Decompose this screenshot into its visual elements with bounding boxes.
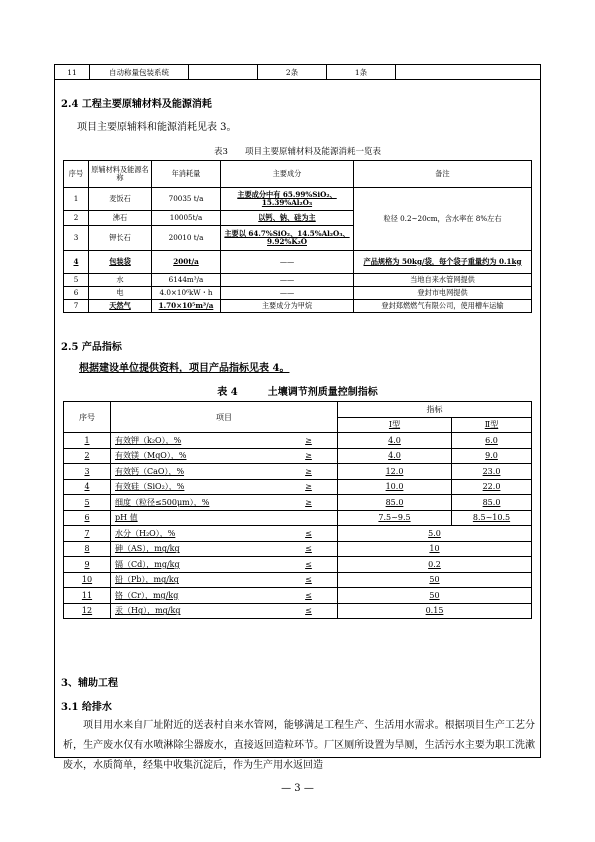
cell-value: 10 bbox=[338, 541, 532, 557]
cell-type1: 10.0 bbox=[338, 479, 452, 495]
cell-operator: ≤ bbox=[280, 572, 338, 588]
cell-qty: 10005t/a bbox=[152, 211, 221, 226]
table-row bbox=[64, 448, 532, 464]
cell-note: 登封郑燃燃气有限公司，使用槽车运输 bbox=[354, 300, 532, 313]
cell-value: 50 bbox=[338, 572, 532, 588]
cell-name: 水 bbox=[89, 274, 152, 287]
cell-operator: ≤ bbox=[280, 557, 338, 573]
cell-comp: 主要以 64.7%SiO₂、14.5%Al₂O₃、9.92%K₂O bbox=[221, 226, 354, 251]
cell-no: 12 bbox=[64, 603, 111, 619]
cell-comp: 主要成分为甲烷 bbox=[221, 300, 354, 313]
cell-qty: 20010 t/a bbox=[152, 226, 221, 251]
cell-operator bbox=[280, 510, 338, 526]
cell-note: 产品规格为 50kg/袋，每个袋子重量约为 0.1kg bbox=[354, 251, 532, 274]
cell-operator: ≤ bbox=[280, 526, 338, 542]
table-row bbox=[64, 300, 532, 313]
cell-qty: 70035 t/a bbox=[152, 188, 221, 211]
equipment-table-tail bbox=[55, 65, 540, 80]
cell-item: 铅（Pb），mg/kg bbox=[111, 572, 281, 588]
cell-operator: ≤ bbox=[280, 541, 338, 557]
table-row bbox=[64, 287, 532, 300]
cell-operator: ≤ bbox=[280, 603, 338, 619]
cell-c: 1条 bbox=[327, 65, 396, 80]
section-heading-3: 3、辅助工程 bbox=[61, 678, 118, 689]
cell-no: 2 bbox=[64, 448, 111, 464]
col-no: 序号 bbox=[64, 402, 111, 433]
col-type1: Ⅰ型 bbox=[338, 417, 452, 433]
table-row bbox=[64, 495, 532, 511]
table-header-row bbox=[64, 161, 532, 188]
cell-no: 7 bbox=[64, 300, 89, 313]
cell-item: 有效钾（k₂O），% bbox=[111, 433, 281, 449]
cell-qty: 1.70×10⁵m³/a bbox=[152, 300, 221, 313]
cell-no: 2 bbox=[64, 211, 89, 226]
cell-name: 麦饭石 bbox=[89, 188, 152, 211]
table4-body bbox=[64, 433, 532, 619]
table-row bbox=[64, 433, 532, 449]
col-no: 序号 bbox=[64, 161, 89, 188]
table-row bbox=[64, 479, 532, 495]
cell-name: 电 bbox=[89, 287, 152, 300]
cell-type2: 9.0 bbox=[452, 448, 532, 464]
cell-item: 有效硅（SiO₂），% bbox=[111, 479, 281, 495]
cell-type2: 22.0 bbox=[452, 479, 532, 495]
cell-item: 水分（H₂O），% bbox=[111, 526, 281, 542]
col-qty: 年消耗量 bbox=[152, 161, 221, 188]
cell-name: 沸石 bbox=[89, 211, 152, 226]
table-row bbox=[64, 603, 532, 619]
cell-comp: 主要成分中有 65.99%SiO₂、15.39%Al₂O₃ bbox=[221, 188, 354, 211]
cell-item: 有效镁（MgO），% bbox=[111, 448, 281, 464]
table4-caption: 表 4 土壤调节剂质量控制指标 bbox=[217, 387, 378, 398]
table-row bbox=[64, 526, 532, 542]
section-text-2-5: 根据建设单位提供资料，项目产品指标见表 4。 bbox=[79, 363, 290, 374]
cell-type2: 6.0 bbox=[452, 433, 532, 449]
cell-note: 当地自来水管网提供 bbox=[354, 274, 532, 287]
cell-comp: —— bbox=[221, 287, 354, 300]
section-heading-2-4: 2.4 工程主要原辅材料及能源消耗 bbox=[61, 99, 212, 110]
page-frame bbox=[54, 64, 541, 771]
materials-table bbox=[63, 160, 532, 313]
page-number: — 3 — bbox=[281, 783, 314, 794]
table-row bbox=[64, 188, 532, 211]
cell-no: 6 bbox=[64, 287, 89, 300]
cell-qty: 4.0×10⁶kW・h bbox=[152, 287, 221, 300]
cell-note-merged: 粒径 0.2~20cm，含水率在 8%左右 bbox=[354, 188, 532, 251]
table-row bbox=[64, 251, 532, 274]
table3-caption: 表3 项目主要原辅材料及能源消耗一览表 bbox=[214, 147, 381, 157]
cell-item: 镉（Cd），mg/kg bbox=[111, 557, 281, 573]
table-row bbox=[64, 274, 532, 287]
cell-d bbox=[396, 65, 541, 80]
cell-operator: ≥ bbox=[280, 464, 338, 480]
cell-value: 5.0 bbox=[338, 526, 532, 542]
cell-operator: ≥ bbox=[280, 448, 338, 464]
table-header-row bbox=[64, 402, 532, 418]
cell-item: pH 值 bbox=[111, 510, 281, 526]
cell-name: 自动称量包装系统 bbox=[90, 65, 189, 80]
section-heading-2-5: 2.5 产品指标 bbox=[61, 342, 122, 353]
cell-type1: 12.0 bbox=[338, 464, 452, 480]
cell-no: 9 bbox=[64, 557, 111, 573]
table-row bbox=[64, 464, 532, 480]
cell-type2: 85.0 bbox=[452, 495, 532, 511]
section-text-2-4: 项目主要原辅料和能源消耗见表 3。 bbox=[77, 122, 237, 133]
cell-item: 铬（Cr），mg/kg bbox=[111, 588, 281, 604]
cell-qty: 200t/a bbox=[152, 251, 221, 274]
col-index: 指标 bbox=[338, 402, 532, 418]
cell-comp: —— bbox=[221, 274, 354, 287]
cell-value: 50 bbox=[338, 588, 532, 604]
cell-name: 钾长石 bbox=[89, 226, 152, 251]
cell-type2: 8.5~10.5 bbox=[452, 510, 532, 526]
cell-comp: 以钙、钠、硅为主 bbox=[221, 211, 354, 226]
col-name: 原辅材料及能源名称 bbox=[89, 161, 152, 188]
cell-no: 5 bbox=[64, 274, 89, 287]
cell-no: 1 bbox=[64, 433, 111, 449]
cell-operator: ≥ bbox=[280, 479, 338, 495]
cell-name: 包装袋 bbox=[89, 251, 152, 274]
cell-operator: ≥ bbox=[280, 433, 338, 449]
cell-qty: 6144m³/a bbox=[152, 274, 221, 287]
cell-no: 3 bbox=[64, 464, 111, 480]
cell-value: 0.2 bbox=[338, 557, 532, 573]
col-type2: Ⅱ型 bbox=[452, 417, 532, 433]
table-row bbox=[64, 557, 532, 573]
cell-type1: 7.5~9.5 bbox=[338, 510, 452, 526]
cell-no: 5 bbox=[64, 495, 111, 511]
cell-no: 11 bbox=[55, 65, 90, 80]
cell-no: 10 bbox=[64, 572, 111, 588]
cell-a bbox=[189, 65, 258, 80]
cell-no: 3 bbox=[64, 226, 89, 251]
cell-note: 登封市电网提供 bbox=[354, 287, 532, 300]
cell-no: 7 bbox=[64, 526, 111, 542]
cell-b: 2条 bbox=[258, 65, 327, 80]
table-row bbox=[64, 541, 532, 557]
cell-comp: —— bbox=[221, 251, 354, 274]
cell-no: 1 bbox=[64, 188, 89, 211]
cell-type1: 4.0 bbox=[338, 448, 452, 464]
cell-item: 有效钙（CaO），% bbox=[111, 464, 281, 480]
cell-item: 细度（粒径≤500μm），% bbox=[111, 495, 281, 511]
cell-type1: 4.0 bbox=[338, 433, 452, 449]
cell-no: 6 bbox=[64, 510, 111, 526]
quality-index-table bbox=[63, 401, 532, 619]
col-item: 项目 bbox=[111, 402, 338, 433]
cell-item: 汞（Hg），mg/kg bbox=[111, 603, 281, 619]
cell-type2: 23.0 bbox=[452, 464, 532, 480]
table-row bbox=[55, 65, 540, 80]
cell-operator: ≥ bbox=[280, 495, 338, 511]
cell-item: 砷（AS），mg/kg bbox=[111, 541, 281, 557]
table-row bbox=[64, 588, 532, 604]
cell-type1: 85.0 bbox=[338, 495, 452, 511]
cell-operator: ≤ bbox=[280, 588, 338, 604]
cell-no: 8 bbox=[64, 541, 111, 557]
col-note: 备注 bbox=[354, 161, 532, 188]
section-heading-3-1: 3.1 给排水 bbox=[61, 702, 112, 713]
section-text-3-1: 项目用水来自厂址附近的送表村自来水管网，能够满足工程生产、生活用水需求。根据项目生产工艺分析，生产废水仅有水喷淋除尘器废水，直接返回造粒环节。厂区厕所设置为旱厕，生活污水主要为职工洗漱废水，水质简单，经集中收集沉淀后，作为生产用水返回造 bbox=[63, 720, 535, 771]
col-comp: 主要成分 bbox=[221, 161, 354, 188]
cell-no: 11 bbox=[64, 588, 111, 604]
cell-value: 0.15 bbox=[338, 603, 532, 619]
cell-no: 4 bbox=[64, 251, 89, 274]
cell-name: 天然气 bbox=[89, 300, 152, 313]
table-row bbox=[64, 572, 532, 588]
cell-no: 4 bbox=[64, 479, 111, 495]
table-row bbox=[64, 510, 532, 526]
